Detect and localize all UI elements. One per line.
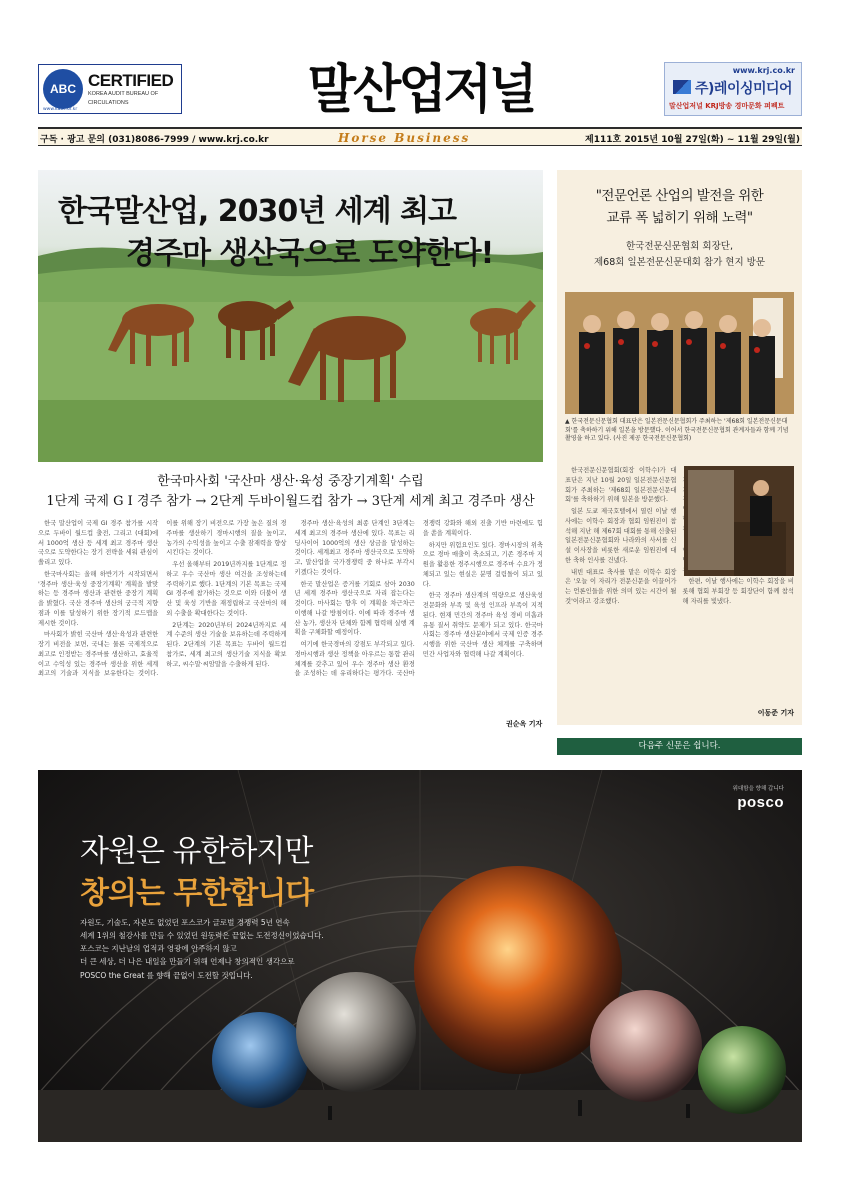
feature-paragraph: 한편, 이날 행사에는 이학수 회장을 비롯해 협회 부회장 등 회장단이 함께 참석해 자리를 빛냈다. xyxy=(682,578,794,605)
speaker-at-podium-illustration xyxy=(684,466,794,576)
posco-body-line: 세계 1위의 철강사를 만들 수 있었던 원동력은 끝없는 도전정신이었습니다. xyxy=(80,931,324,941)
next-issue-notice: 다음주 신문은 쉽니다. xyxy=(557,738,802,755)
posco-body-line: 자원도, 기술도, 자본도 없었던 포스코가 글로벌 경쟁력 5년 연속 xyxy=(80,918,290,927)
abc-badge: ABC xyxy=(43,69,83,109)
posco-body-line: POSCO the Great 를 향해 끝없이 도전할 것입니다. xyxy=(80,970,253,980)
photo-caption: ▲ 한국전문신문협회 대표단은 일본전문신문협회가 주최하는 '제68회 일본전문신문대회'를 축하하기 위해 일본을 방문했다. 이어서 한국전문신문협회 관계자들과 함께 기념 촬영을 하고 있다. (사진 제공 한국전문신문협회) xyxy=(565,418,789,443)
posco-body-copy xyxy=(80,916,324,982)
feature-paragraph: 내빈 대표로 축사를 맡은 이학수 회장은 '오늘 이 자리가 전문신문을 이끌어가는 언론인들을 위한 의미 있는 시간이 될 것'이라고 강조했다. xyxy=(565,568,677,605)
lead-byline: 권순옥 기자 xyxy=(506,720,543,728)
feature-subhead-2: 제68회 일본전문신문대회 참가 현지 방문 xyxy=(594,257,765,268)
lead-paragraph: 2단계는 2020년부터 2024년까지로 세계 수준의 생산 기술을 보유하는데 주력하게 된다. 2단계의 기본 목표는 두바이 월드컵 참가로, 세계 최고의 생산기술 지식을 확보하고, 씨수말·씨암말을 수출하게 된다. xyxy=(166,621,287,668)
abc-certified-logo xyxy=(38,64,182,114)
posco-headline-2: 창의는 무한합니다 xyxy=(80,876,314,911)
lead-paragraph: 경주마 생산·육성의 최종 단계인 3단계는 세계 최고의 경주마 생산에 있다. 목표는 리딩사이어 1000억의 생산 상금을 달성하는 것이다. 세계최고 경주마 생산국으로 도약하고, 말산업을 국가경쟁력 중 하나로 부각시키겠다는 것이다. xyxy=(294,520,415,576)
lead-paragraph: 한국 경주마 생산계의 역량으로 생산육성 전문화와 부족 및 육성 인프라 부족이 지적된다. 현재 민간의 경주마 육성 경비 미흡과 유통 질서 취약도 문제가 되고 있다. 한국마사회는 경주마 생산분야에서 국제 인증 경주 시행을 위한 국산마 생산 체계를 구축하며 민간 사업자와 협력해 나갈 계획이다. xyxy=(422,592,543,658)
group-photo-illustration xyxy=(565,292,794,414)
ad-company-name: 주)레이싱미디어 xyxy=(695,81,793,97)
feature-subhead-1: 한국전문신문협회 회장단, xyxy=(626,241,733,252)
issue-date: 제111호 2015년 10월 27일(화) ~ 11월 29일(월) xyxy=(585,135,800,145)
lead-subhead-2: 1단계 국제 G I 경주 참가 → 2단계 두바이월드컵 참가 → 3단계 세계 최고 경주마 생산 xyxy=(46,494,535,509)
feature-byline: 이동준 기자 xyxy=(757,709,794,717)
ad-brand-line: 말산업저널 KRJ방송 경마문화 퍼펙트 xyxy=(669,102,785,110)
abc-certified-text: CERTIFIED xyxy=(88,71,174,91)
lead-article-body xyxy=(38,519,543,727)
speaker-photo xyxy=(684,466,794,576)
feature-quote-2: 교류 폭 넓히기 위해 노력" xyxy=(606,210,753,226)
posco-headline-1: 자원은 유한하지만 xyxy=(80,834,313,869)
masthead xyxy=(38,58,802,120)
abc-bureau-line-2: CIRCULATIONS xyxy=(88,99,129,106)
delegation-group-photo xyxy=(565,292,794,414)
ad-url: www.krj.co.kr xyxy=(732,66,795,75)
newspaper-title: 말산업저널 xyxy=(307,58,535,120)
lead-photo xyxy=(38,170,543,462)
abc-url: www.kabc.or.kr xyxy=(43,107,78,112)
lead-paragraph: 우선 올해부터 2019년까지를 1단계로 정하고 우수 국산마 생산 여건을 조성하는데 주력하기로 했다. 1단계의 기본 목표는 국제 GI 경주에 참가하는 것으로 이와 더불어 생산 및 육성 기반을 재정립하고 국산마의 해외 수출을 확대한다는 것이다. xyxy=(166,561,287,617)
section-name: Horse Business xyxy=(338,131,471,145)
posco-advertisement[interactable] xyxy=(38,770,802,1142)
posco-logo: posco xyxy=(737,794,784,811)
feature-article xyxy=(557,170,802,725)
posco-body-line: 포스코는 지난날의 업적과 영광에 안주하지 않고 xyxy=(80,944,237,954)
racing-media-logo-icon xyxy=(673,80,691,94)
info-bar xyxy=(38,127,802,146)
lead-paragraph: 한국마사회는 올해 하반기가 시작되면서 '경주마 생산·육성 중장기계획' 계획을 발맞하는 등 경주마 생산과 관련한 중장기 계획을 밝혔다. 국산 경주마 생산의 궁극적 지향점과 이를 달성하기 위한 장기적 로드맵을 제시한 것이다. xyxy=(38,570,159,627)
lead-paragraph: 한국 말산업이 국제 GI 경주 참가를 시작으로 두바이 월드컵 출전, 그리고 (대회)에서 1000억 생산 등 세계 최고 경주마 생산국으로 도약한다는 장기 전략을 세워 관심이 쏠리고 있다. xyxy=(38,520,159,566)
contact-info: 구독 · 광고 문의 (031)8086-7999 / www.krj.co.kr xyxy=(40,135,269,145)
lead-paragraph: 한국 말산업은 증거를 기회로 삼아 2030년 세계 경주마 생산국으로 자리 잡는다는 것이다. 마사회는 향후 이 계획을 차근차근 이행해 나갈 방침이다. 이에 따라 경주마 생산 농가, 생산자 단체와 함께 협력해 실행 계획을 구체화할 예정이다. xyxy=(294,580,415,637)
lead-subhead-1: 한국마사회 '국산마 생산·육성 중장기계획' 수립 xyxy=(157,474,424,489)
feature-quote-1: "전문언론 산업의 발전을 위한 xyxy=(595,188,764,204)
lead-paragraph: 하지만 위험요인도 있다. 경마시장의 위축으로 경마 매출이 축소되고, 기존 경주마 지원을 활용한 경주시행으로 경주마 수요가 정체되고 있는 현실은 분명 걸림돌이 되고 있다. xyxy=(422,541,543,588)
lead-headline-1: 한국말산업, 2030년 세계 최고 xyxy=(58,194,457,229)
feature-paragraph: 한국전문신문협회(회장 이학수)가 대표단은 지난 10월 20일 일본전문신문협회가 주최하는 '제68회 일본전문신문대회'를 축하하기 위해 일본을 방문했다. xyxy=(565,467,677,504)
racing-media-ad[interactable] xyxy=(664,62,802,116)
lead-paragraph: 마사회가 밝힌 국산마 생산·육성과 관련한 장기 비전을 보면, 국내는 물론 국제적으로 최고로 인정받는 경주마를 생산하고, 효율적이고 수익성 있는 경주마 생산을 위한 세계 최고의 기술과 지식을 보유한다는 것이다. 이를 위해 장기 비전으로 가장 높은 질의 경주마를 생산하기 경마시행의 질을 높이고, 농가의 수익성을 높이고 수출 잠재력을 향상시킨다는 것이다. xyxy=(38,520,287,678)
lead-paragraph: 여기에 한국경마의 강점도 부각되고 있다. 경마시행과 생산 정책을 아우르는 통합 관리 체계를 갖추고 있어 우수 경주마 생산 환경을 조성하는 데 유리하다는 평가다. 국산마 경쟁력 강화와 해외 진출 기반 마련에도 힘을 쏟을 계획이다. xyxy=(294,520,543,678)
abc-bureau-line-1: KOREA AUDIT BUREAU OF xyxy=(88,91,159,98)
feature-paragraph: 일본 도쿄 제국호텔에서 열린 이날 행사에는 이학수 회장과 협회 임원진이 참석해 지난 해 제67회 대회를 통해 신출된 일본전문신문협회와 나라와의 사서를 신설 이사장을 비롯한 새로운 임원진에 대한 축하 인사를 건넸다. xyxy=(565,508,677,564)
posco-tagline: 위대함을 향해 갑니다 xyxy=(732,786,784,792)
lead-headline-2: 경주마 생산국으로 도약한다! xyxy=(126,236,494,271)
posco-body-line: 더 큰 세상, 더 나은 내일을 만들기 위해 언제나 창의적인 생각으로 xyxy=(80,957,295,967)
